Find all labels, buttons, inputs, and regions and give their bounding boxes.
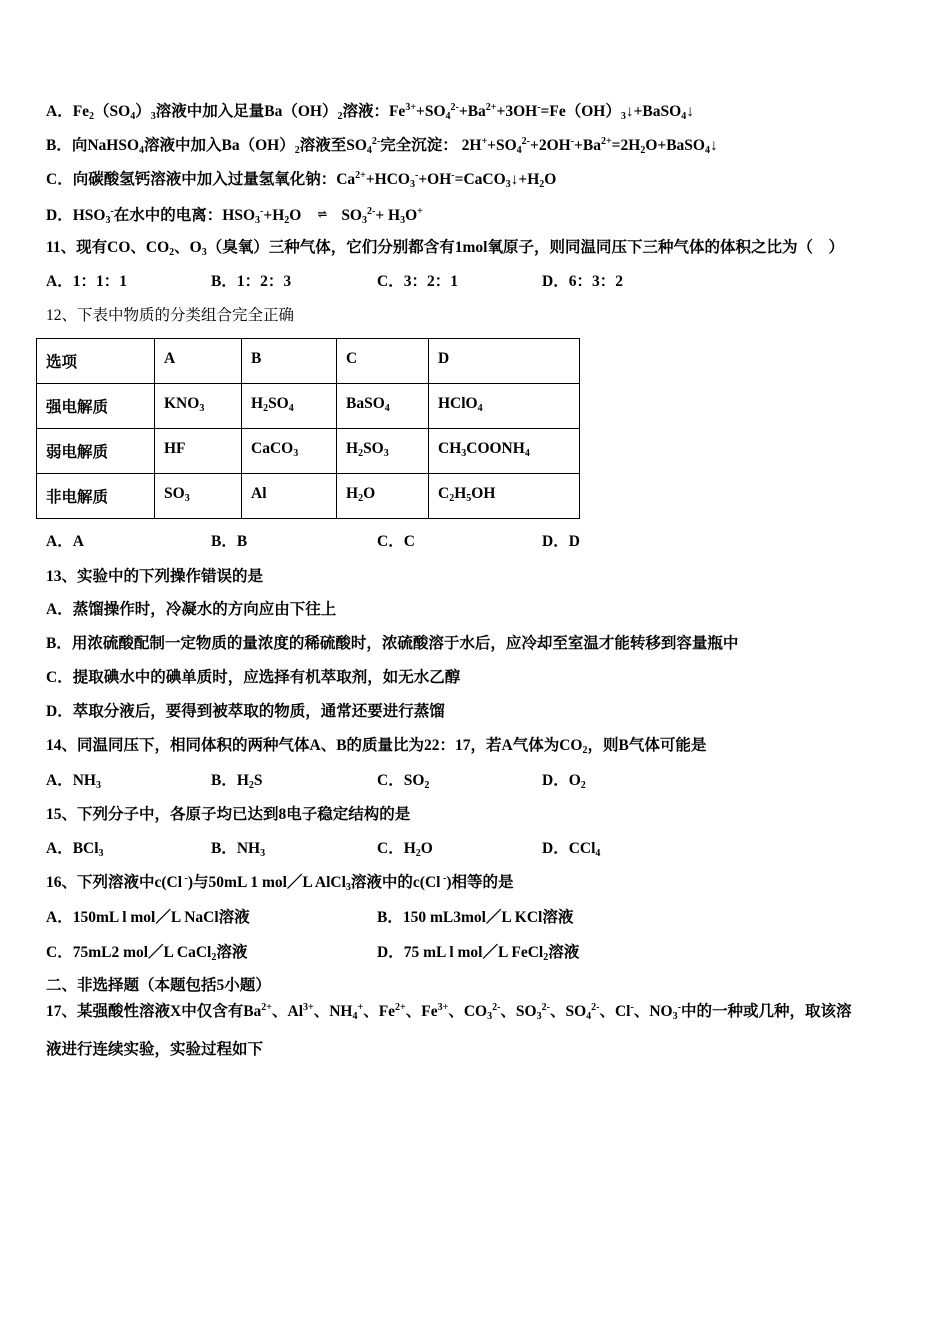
q17-line-1: 17、某强酸性溶液X中仅含有$Ba^{2+}$、$Al^{3+}$、$NH_4^+$、$Fe^{2+}$、$Fe^{3+}$、$CO_3^{2-}$、$SO_3^{2-}$、$SO_4^{2-}$、Cl-、$NO_3^-$中的一种或几种，取该溶 (46, 1002, 852, 1022)
table-cell: $H_2SO_4$ (242, 384, 337, 429)
table-cell: HF (155, 429, 242, 474)
q11-option-b: B．1：2：3 (211, 273, 292, 290)
q10-d-left: D．$HSO_3^-$在水中的电离：$HSO_3^-+H_2O$ (46, 206, 302, 226)
table-cell: $C_2H_5OH$ (429, 474, 580, 519)
q14-option-a: A．$NH_3$ (46, 772, 101, 791)
table-header-cell: A (155, 339, 242, 384)
table-cell: 非电解质 (37, 474, 155, 519)
q16-option-c: C．75mL2 mol／L CaCl$_2$溶液 (46, 944, 248, 963)
q14-stem: 14、同温同压下，相同体积的两种气体A、B的质量比为22：17，若A气体为$CO_2$，则B气体可能是 (46, 737, 707, 756)
table-cell: BaSO$_4$ (337, 384, 429, 429)
table-cell: 强电解质 (37, 384, 155, 429)
table-header-cell: B (242, 339, 337, 384)
q16-stem: 16、下列溶液中c(Cl -)与50mL 1 mol／L AlCl$_3$溶液中的c(Cl -)相等的是 (46, 873, 514, 893)
classification-table (36, 338, 580, 519)
q10-option-c: C．向碳酸氢钙溶液中加入过量氢氧化钠：$Ca^{2+}+HCO_3^-+OH^-=CaCO_3↓+H_2O$ (46, 170, 557, 190)
table-cell: $SO_3$ (155, 474, 242, 519)
q15-option-c: C．$H_2O$ (377, 840, 433, 859)
q10-option-b: B．向NaHSO$_4$溶液中加入$Ba(OH)_2$溶液至$SO_4^{2-}$完全沉淀： $2H^++SO_4^{2-}+2OH^-+Ba^{2+}=2H_2O+BaSO_4↓$ (46, 136, 718, 156)
table-cell: $H_2SO_3$ (337, 429, 429, 474)
table-header-cell: D (429, 339, 580, 384)
q14-option-c: C．$SO_2$ (377, 772, 430, 791)
q16-option-d: D．75 mL l mol／L FeCl$_2$溶液 (377, 944, 580, 963)
q15-option-b: B．$NH_3$ (211, 840, 266, 859)
table-cell: Al (242, 474, 337, 519)
table-cell: HClO$_4$ (429, 384, 580, 429)
equilibrium-arrow-icon: ⇌ (317, 207, 326, 221)
q11-stem: 11、现有CO、$CO_2$、$O_3$（臭氧）三种气体，它们分别都含有1mol氧原子，则同温同压下三种气体的体积之比为（ ） (46, 239, 844, 258)
q13-stem: 13、实验中的下列操作错误的是 (46, 568, 264, 585)
section-heading: 二、非选择题（本题包括5小题） (46, 977, 271, 994)
q11-option-a: A．1：1：1 (46, 273, 127, 290)
q15-stem: 15、下列分子中，各原子均已达到8电子稳定结构的是 (46, 806, 411, 823)
table-header-row (37, 339, 580, 384)
q12-option-b: B．B (211, 533, 248, 550)
q12-stem: 12、下表中物质的分类组合完全正确 (46, 307, 295, 324)
q12-option-d: D．D (542, 533, 580, 550)
table-row (37, 384, 580, 429)
q13-option-d: D．萃取分液后，要得到被萃取的物质，通常还要进行蒸馏 (46, 703, 445, 720)
q11-option-d: D．6：3：2 (542, 273, 623, 290)
q13-option-c: C．提取碘水中的碘单质时，应选择有机萃取剂，如无水乙醇 (46, 669, 461, 686)
table-header-cell: 选项 (37, 339, 155, 384)
q15-option-d: D．CCl$_4$ (542, 840, 601, 859)
table-row (37, 474, 580, 519)
q14-option-d: D．$O_2$ (542, 772, 586, 791)
q13-option-a: A．蒸馏操作时，冷凝水的方向应由下往上 (46, 601, 337, 618)
q15-option-a: A．BCl$_3$ (46, 840, 104, 859)
table-row (37, 429, 580, 474)
q17-line-2: 液进行连续实验，实验过程如下 (46, 1041, 264, 1058)
q12-option-c: C．C (377, 533, 415, 550)
table-cell: $KNO_3$ (155, 384, 242, 429)
table-cell: $H_2O$ (337, 474, 429, 519)
q10-option-d (46, 204, 423, 226)
q14-option-b: B．$H_2S$ (211, 772, 263, 791)
q12-option-a: A．A (46, 533, 84, 550)
table-header-cell: C (337, 339, 429, 384)
q13-option-b: B．用浓硫酸配制一定物质的量浓度的稀硫酸时，浓硫酸溶于水后，应冷却至室温才能转移到容量瓶中 (46, 635, 739, 652)
table-cell: CaCO$_3$ (242, 429, 337, 474)
q10-option-a: A．$Fe_2(SO_4)_3$溶液中加入足量$Ba(OH)_2$溶液：$Fe^{3+}+SO_4^{2-}+Ba^{2+}+3OH^-=Fe(OH)_3↓+BaSO_4↓$ (46, 102, 694, 122)
table-cell: 弱电解质 (37, 429, 155, 474)
table-cell: $CH_3COONH_4$ (429, 429, 580, 474)
q10-d-right: $SO_3^{2-}+ H_3O^+$ (341, 206, 423, 226)
q16-option-a: A．150mL l mol／L NaCl溶液 (46, 909, 250, 926)
q16-option-b: B．150 mL3mol／L KCl溶液 (377, 909, 574, 926)
q11-option-c: C．3：2：1 (377, 273, 458, 290)
